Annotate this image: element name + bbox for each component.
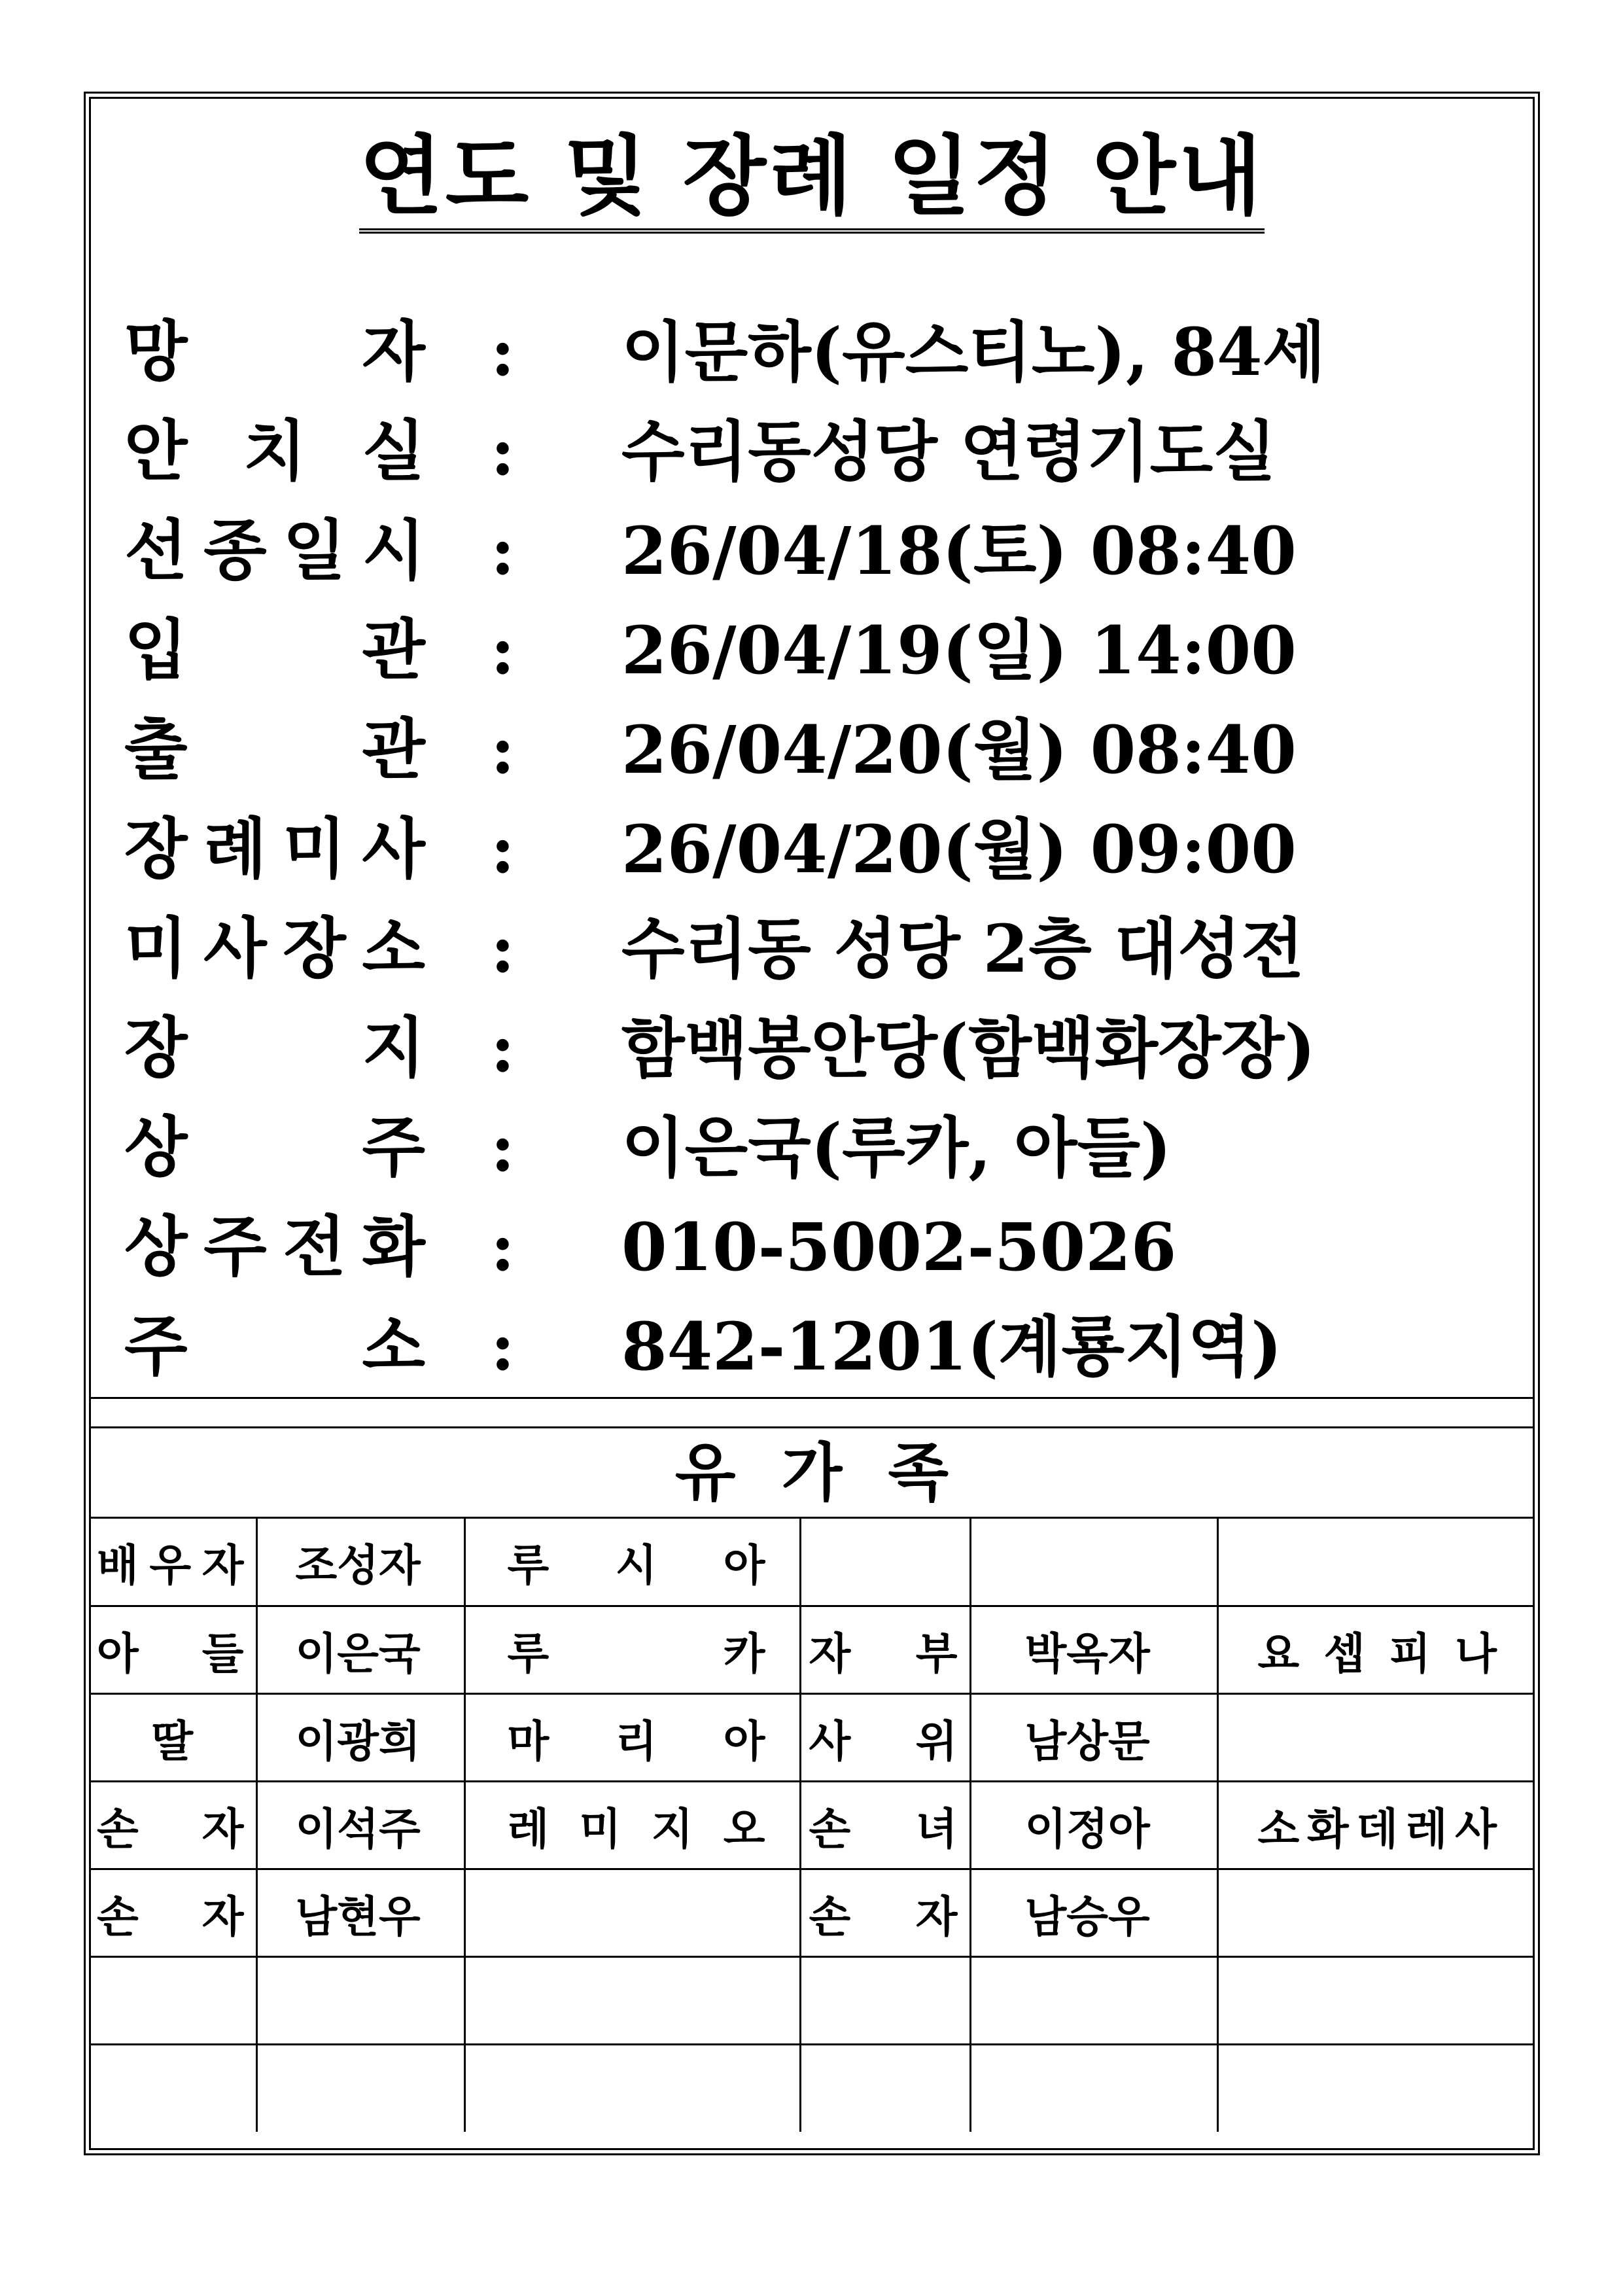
name-cell-text: 조성자 [295,1540,421,1591]
info-value: 수리동성당 연령기도실 [621,413,1276,490]
relation-cell [89,1693,256,1781]
info-value: 함백봉안당(함백화장장) [621,1010,1316,1087]
info-label-char: 사 [203,910,267,987]
info-label-char: 지 [362,1010,425,1086]
info-colon: : [491,612,515,689]
name-cell [970,2044,1217,2132]
relation-cell-char: 아 [97,1628,139,1679]
info-label [124,800,425,898]
table-row [89,1781,1535,1869]
name-cell [970,1781,1217,1869]
relation-cell-char: 딸 [151,1716,194,1767]
baptismal-name-cell-char: 화 [1306,1803,1349,1854]
info-row [124,1198,1498,1296]
info-value: 010-5002-5026 [621,1209,1177,1286]
info-row [124,402,1498,501]
table-row [89,1693,1535,1781]
info-row [124,900,1498,998]
table-row [89,1606,1535,1693]
name-cell [970,1869,1217,1956]
info-colon: : [491,1109,515,1186]
baptismal-name-cell-char: 루 [507,1540,550,1591]
name-cell [970,1518,1217,1606]
table-row [89,1956,1535,2044]
info-label [124,303,425,401]
baptismal-name-cell [464,1869,800,1956]
name-cell [256,1693,464,1781]
baptismal-name-cell-char: 리 [615,1716,657,1767]
relation-cell [800,1956,970,2044]
name-cell-text: 박옥자 [1024,1628,1150,1679]
page-title-text: 연도 및 장례 일정 안내 [359,126,1264,234]
info-label [124,701,425,799]
table-row [89,1869,1535,1956]
info-colon: : [491,910,515,987]
info-colon: : [491,1308,515,1385]
relation-cell [800,1606,970,1693]
baptismal-name-cell [1217,1518,1535,1606]
info-label [124,502,425,600]
relation-cell-char: 녀 [915,1803,958,1854]
info-colon: : [491,313,515,391]
info-label-char: 례 [203,811,267,887]
baptismal-name-cell [464,1956,800,2044]
info-colon: : [491,512,515,590]
relation-cell-char: 사 [809,1716,851,1767]
info-label-char: 선 [124,512,188,589]
baptismal-name-cell-char: 요 [1257,1628,1300,1679]
baptismal-name-cell-char: 피 [1389,1628,1431,1679]
info-label [124,900,425,998]
baptismal-name-cell-char: 시 [615,1540,657,1591]
info-value: 이은국(루카, 아들) [621,1109,1172,1186]
info-label-char: 미 [283,811,346,887]
relation-cell [89,1518,256,1606]
relation-cell-char: 손 [97,1891,139,1942]
relation-cell-char: 자 [201,1891,244,1942]
info-label-char: 장 [124,1010,188,1086]
info-label-char: 장 [283,910,346,987]
info-label-char: 출 [124,711,188,788]
info-row [124,800,1498,898]
info-row [124,701,1498,799]
info-label-char: 망 [124,313,188,390]
relation-cell [89,1869,256,1956]
family-table [89,1518,1535,2132]
info-label-char: 주 [362,1109,425,1186]
name-cell [256,1781,464,1869]
name-cell [256,1869,464,1956]
info-colon: : [491,811,515,888]
relation-cell-char: 위 [915,1716,958,1767]
info-row [124,601,1498,699]
baptismal-name-cell [464,1518,800,1606]
baptismal-name-cell-char: 아 [723,1540,765,1591]
relation-cell-char: 손 [809,1891,851,1942]
info-value: 26/04/20(월) 09:00 [621,811,1297,888]
baptismal-name-cell-char: 오 [723,1803,765,1854]
info-label-char: 소 [362,910,425,987]
info-row [124,502,1498,600]
baptismal-name-cell [1217,1606,1535,1693]
name-cell-text: 이은국 [295,1628,421,1679]
info-label-char: 소 [362,1308,425,1385]
baptismal-name-cell-char: 레 [1405,1803,1448,1854]
name-cell [256,2044,464,2132]
info-label-char: 전 [283,1209,346,1285]
relation-cell [89,1606,256,1693]
info-label-char: 종 [203,512,267,589]
baptismal-name-cell [1217,1693,1535,1781]
name-cell-text: 남상문 [1024,1716,1150,1767]
info-label-char: 화 [362,1209,425,1285]
info-label [124,1298,425,1396]
info-label-char: 관 [362,612,425,688]
baptismal-name-cell [464,1781,800,1869]
info-colon: : [491,711,515,788]
info-label [124,402,425,501]
info-label-char: 미 [124,910,188,987]
divider-line [89,1397,1535,1399]
info-label-char: 시 [362,512,425,589]
baptismal-name-cell-char: 사 [1455,1803,1497,1854]
info-colon: : [491,1209,515,1286]
relation-cell [89,2044,256,2132]
name-cell [256,1956,464,2044]
name-cell [256,1606,464,1693]
info-label-char: 관 [362,711,425,788]
table-row [89,2044,1535,2132]
relation-cell [89,1956,256,2044]
name-cell-text: 남현우 [295,1891,421,1942]
baptismal-name-cell [1217,1781,1535,1869]
relation-cell [800,1781,970,1869]
name-cell [970,1693,1217,1781]
name-cell [256,1518,464,1606]
page-title [89,121,1535,232]
baptismal-name-cell-char: 루 [507,1628,550,1679]
baptismal-name-cell [464,1606,800,1693]
info-colon: : [491,1010,515,1087]
info-value: 26/04/18(토) 08:40 [621,512,1297,590]
name-cell-text: 남승우 [1024,1891,1150,1942]
name-cell-text: 이석주 [295,1803,421,1854]
info-value: 842-1201(계룡지역) [621,1308,1282,1385]
info-label-char: 실 [362,413,425,489]
name-cell-text: 이광희 [295,1716,421,1767]
baptismal-name-cell-char: 소 [1257,1803,1300,1854]
info-value: 수리동 성당 2층 대성전 [621,910,1304,987]
info-value: 26/04/20(월) 08:40 [621,711,1297,788]
baptismal-name-cell-char: 나 [1455,1628,1497,1679]
relation-cell-char: 우 [149,1540,192,1591]
name-cell [970,1606,1217,1693]
relation-cell [89,1781,256,1869]
info-label [124,999,425,1097]
relation-cell [800,1518,970,1606]
info-label-char: 주 [203,1209,267,1285]
info-label-char: 자 [362,313,425,390]
info-label-char: 안 [124,413,188,489]
baptismal-name-cell [1217,2044,1535,2132]
relation-cell-char: 손 [97,1803,139,1854]
relation-cell-char: 배 [97,1540,139,1591]
relation-cell [800,2044,970,2132]
info-label [124,601,425,699]
info-label-char: 입 [124,612,188,688]
baptismal-name-cell-char: 셉 [1323,1628,1365,1679]
relation-cell-char: 자 [915,1891,958,1942]
name-cell-text: 이정아 [1024,1803,1150,1854]
info-value: 26/04/19(일) 14:00 [621,612,1297,689]
relation-cell-char: 자 [201,1540,244,1591]
info-label-char: 일 [283,512,346,589]
info-row [124,303,1498,401]
baptismal-name-cell-char: 레 [507,1803,550,1854]
info-row [124,1298,1498,1396]
baptismal-name-cell-char: 카 [723,1628,765,1679]
info-label-char: 사 [362,811,425,887]
family-heading: 유가족 [674,1436,995,1510]
info-label [124,1198,425,1296]
info-label-char: 장 [124,811,188,887]
info-label-char: 주 [124,1308,188,1385]
baptismal-name-cell-char: 아 [723,1716,765,1767]
info-label-char: 상 [124,1209,188,1285]
relation-cell-char: 자 [201,1803,244,1854]
relation-cell-char: 손 [809,1803,851,1854]
info-value: 이문하(유스티노), 84세 [621,313,1326,391]
info-colon: : [491,413,515,490]
table-row [89,1518,1535,1606]
relation-cell-char: 들 [201,1628,244,1679]
info-row [124,1099,1498,1197]
baptismal-name-cell [464,1693,800,1781]
relation-cell [800,1869,970,1956]
baptismal-name-cell [1217,1869,1535,1956]
info-label-char: 치 [243,413,307,489]
info-label-char: 상 [124,1109,188,1186]
baptismal-name-cell-char: 지 [651,1803,693,1854]
baptismal-name-cell [1217,1956,1535,2044]
name-cell [970,1956,1217,2044]
info-label [124,1099,425,1197]
info-row [124,999,1498,1097]
relation-cell-char: 자 [809,1628,851,1679]
baptismal-name-cell [464,2044,800,2132]
baptismal-name-cell-char: 마 [507,1716,550,1767]
relation-cell [800,1693,970,1781]
relation-cell-char: 부 [915,1628,958,1679]
baptismal-name-cell-char: 데 [1356,1803,1399,1854]
baptismal-name-cell-char: 미 [579,1803,621,1854]
